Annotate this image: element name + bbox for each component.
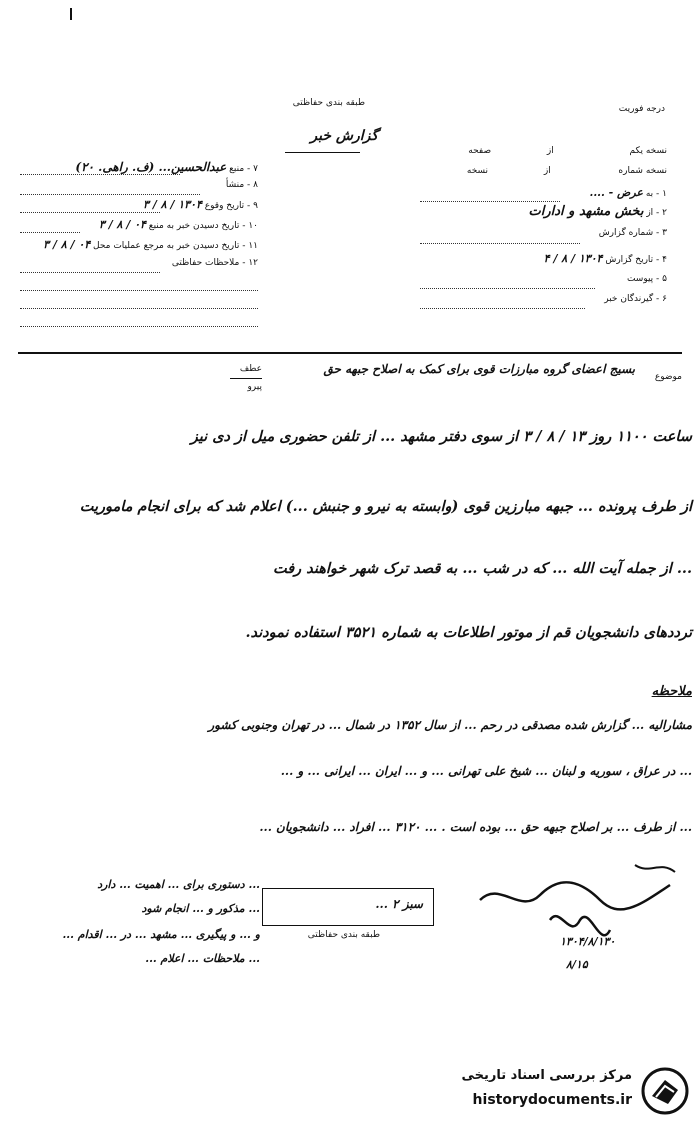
body-line: ... از جمله آیت الله ... که در شب ... به قصد ترک شهر خواهند رفت (272, 560, 692, 577)
field-recipients: ۶ - گیرندگان خبر (604, 294, 667, 304)
urgency-label: درجه فوریت (618, 104, 665, 114)
body-line: از طرف پرونده ... جبهه مبارزین قوی (وابسته به نیرو و جنبش ...) اعلام شد که برای انجام ماموریت (79, 498, 692, 515)
body-line: ترددهای دانشجویان قم از موتور اطلاعات به شماره ۳۵۲۱ استفاده نمودند. (245, 624, 692, 641)
classification-box-text: سبز ۲ ... (375, 897, 423, 911)
book-logo-icon (640, 1066, 690, 1116)
subject-label: موضوع (654, 372, 682, 382)
body-line: ساعت ۱۱۰۰ روز ۱۳ / ۸ / ۳ از سوی دفتر مشهد ... از تلفن حضوری میل از دی نیز (190, 428, 692, 445)
field-from: ۲ - از بخش مشهد و ادارات (528, 204, 667, 219)
footer-org-name: مرکز بررسی اسناد تاریخی (461, 1068, 632, 1083)
classification-value: گزارش خبر (310, 128, 378, 144)
date-stamp-2: ۸/۱۵ (566, 958, 588, 971)
reference-label: عطف (239, 364, 262, 374)
field-security-notes: ۱۲ - ملاحظات حفاظتی (171, 258, 258, 268)
handwritten-line: ... مذکور و ... انجام شود (141, 902, 260, 915)
field-attachment: ۵ - پیوست (626, 274, 667, 284)
note-line: مشارالیه ... گزارش شده مصدقی در رحم ... از سال ۱۳۵۲ در شمال ... در تهران وجنوبی کشور (208, 718, 692, 732)
classification-title: طبقه بندی حفاظتی (292, 98, 365, 108)
field-source: ۷ - منبع عبدالحسین... (ف. راهی. ۲۰) (75, 160, 258, 174)
footer-url: historydocuments.ir (472, 1092, 632, 1108)
field-source-receipt-date: ۱۰ - تاریخ دسیدن خبر به منبع ۰۴ / ۸ / ۳ (98, 218, 258, 231)
note-line: ... در عراق ، سوریه و لبنان ... شیخ علی تهرانی ... و ... ایران ... ایرانی ... و ... (280, 764, 692, 778)
handwritten-line: ... دستوری برای ... اهمیت ... دارد (97, 878, 260, 891)
field-copy-number: نسخه شماره از نسخه (466, 166, 667, 176)
reference-label-2: پیرو (247, 382, 262, 392)
signature-icon (460, 860, 690, 970)
field-to: ۱ - به عرض - .... (589, 186, 667, 199)
field-report-date: ۴ - تاریخ گزارش ۱۳۰۴ / ۸ / ۴ (543, 252, 667, 265)
field-origin: ۸ - منشأ (225, 180, 258, 190)
header-divider (18, 352, 682, 354)
field-event-date: ۹ - تاریخ وقوع ۱۳۰۴ / ۸ / ۳ (143, 198, 258, 211)
handwritten-line: ... ملاحظات ... اعلام ... (145, 952, 260, 965)
field-copy-page: نسخه یکم از صفحه (468, 146, 667, 156)
field-ops-receipt-date: ۱۱ - تاریخ دسیدن خبر به مرجع عملیات محل ۰۴ / ۸ / ۳ (43, 238, 258, 251)
handwritten-line: و ... و پیگیری ... مشهد ... در ... اقدام ... (62, 928, 260, 941)
classification-box (262, 888, 434, 926)
field-report-number: ۳ - شماره گزارش (598, 228, 667, 238)
date-stamp: ۱۳۰۴/۸/۱۳۰ (560, 935, 616, 948)
note-line: ... از طرف ... بر اصلاح جبهه حق ... بوده است . ... ۳۱۲۰ ... افراد ... دانشجویان ... (259, 820, 692, 834)
classification-box-caption: طبقه بندی حفاظتی (307, 930, 380, 940)
subject-text: بسیج اعضای گروه مبارزات قوی برای کمک به اصلاح جبهه حق (323, 362, 635, 376)
footer-watermark (400, 1060, 700, 1127)
punch-mark (70, 8, 72, 20)
note-title: ملاحظه (651, 684, 692, 699)
